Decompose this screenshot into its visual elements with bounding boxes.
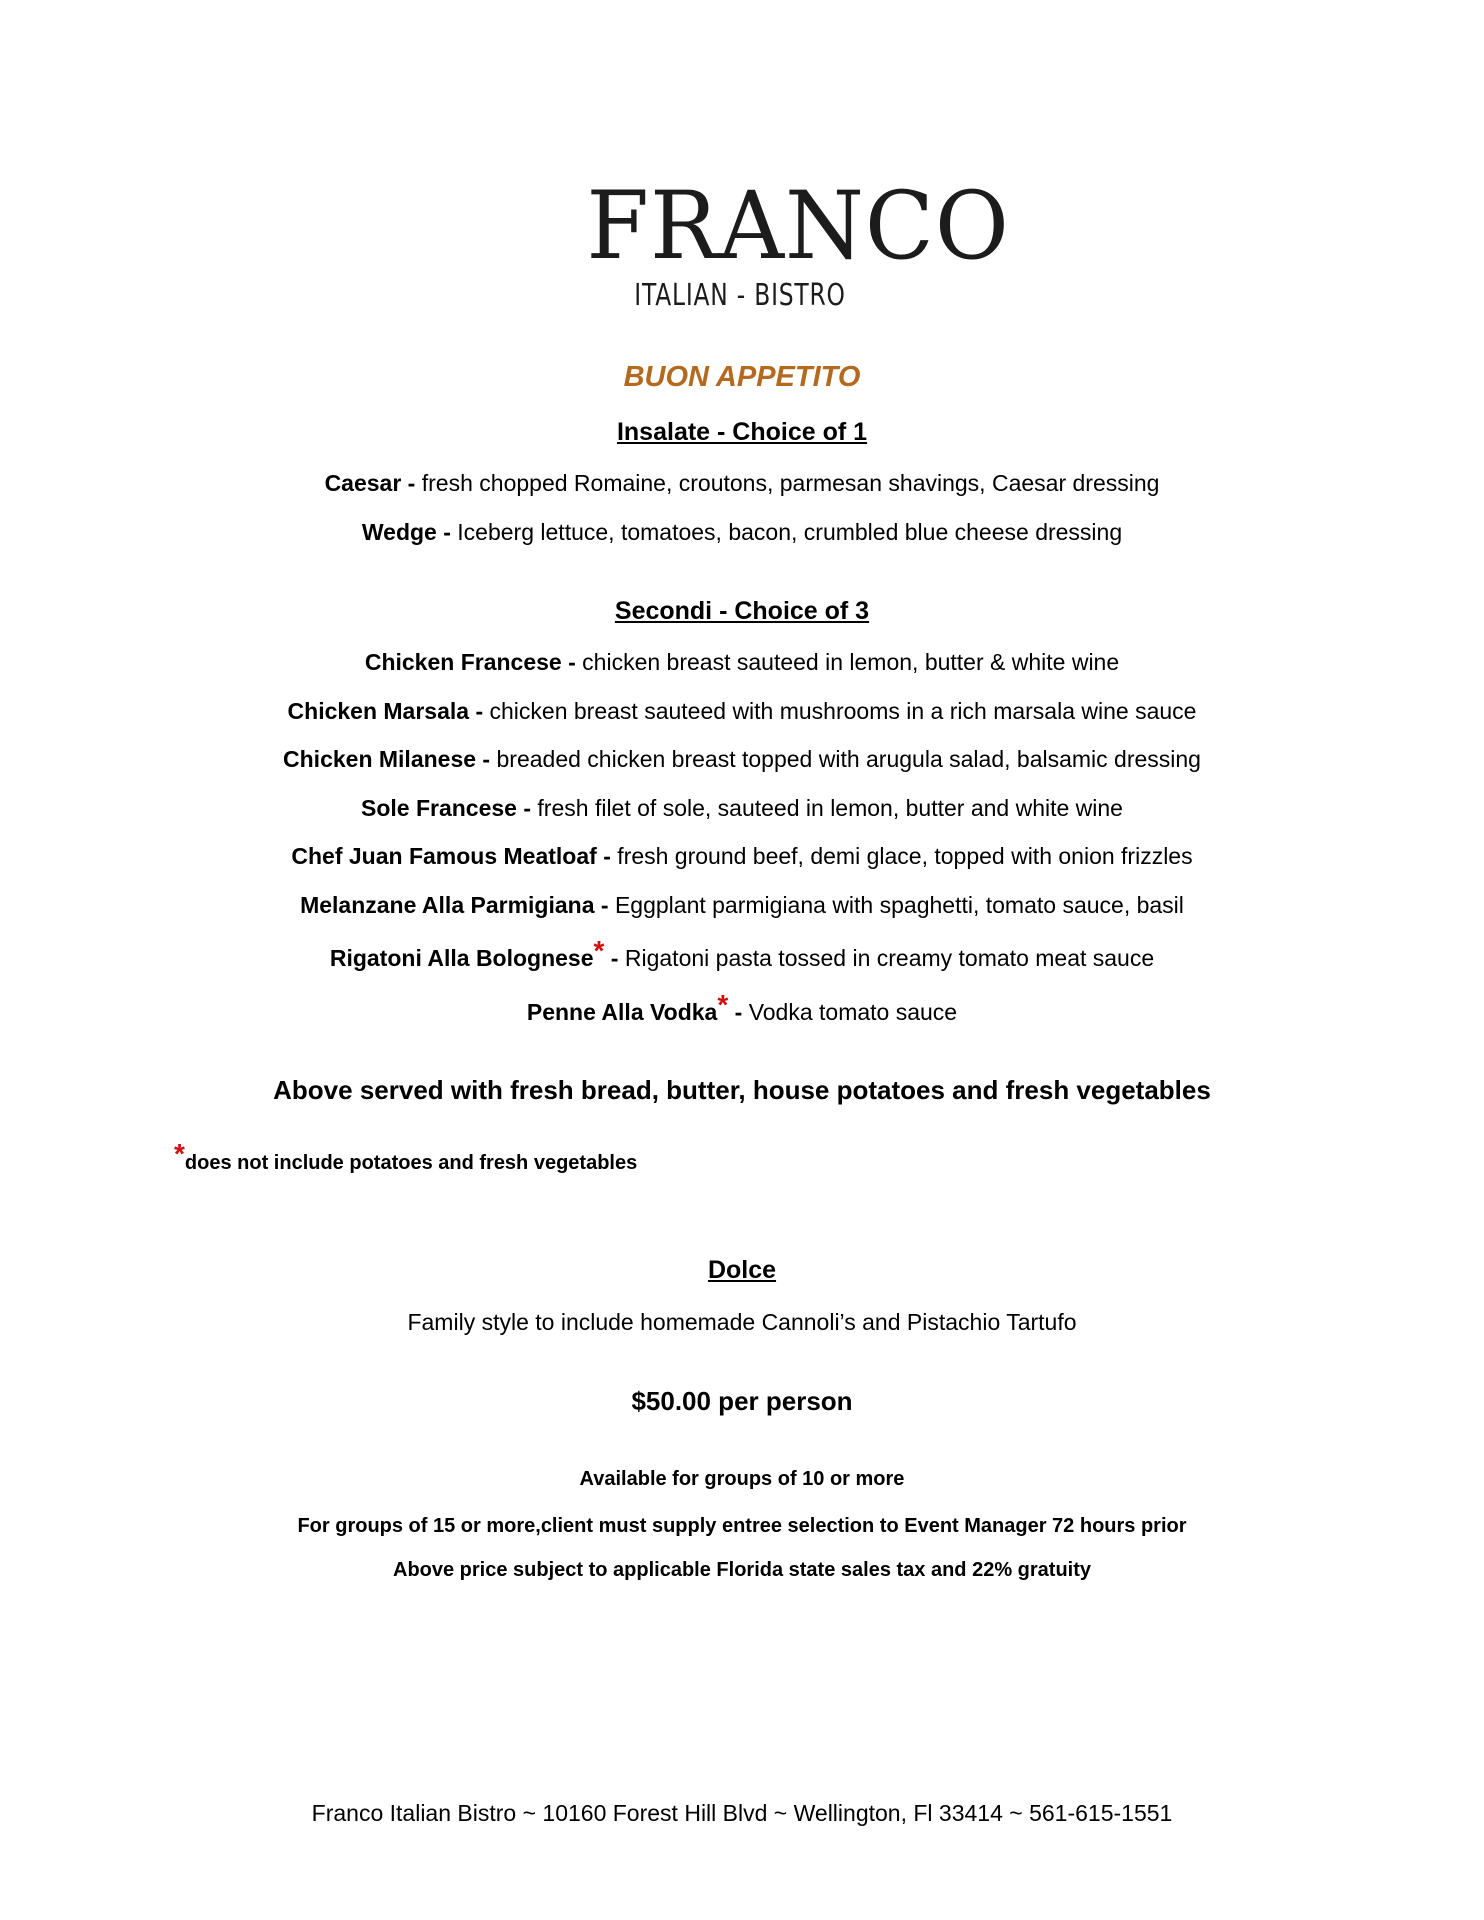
item-name: Chicken Francese [364, 649, 562, 675]
menu-item: Caesar - fresh chopped Romaine, croutons, parmesan shavings, Caesar dressing [324, 470, 1160, 496]
asterisk-icon: * [717, 989, 729, 1020]
secondi-heading: Secondi - Choice of 3 [614, 597, 870, 625]
item-description: Rigatoni pasta tossed in creamy tomato meat sauce [624, 945, 1155, 971]
item-name: Penne Alla Vodka [526, 999, 718, 1025]
item-description: breaded chicken breast topped with arugula salad, balsamic dressing [496, 746, 1201, 772]
item-name: Chicken Marsala [287, 698, 470, 724]
menu-item: Penne Alla Vodka* - Vodka tomato sauce [526, 989, 958, 1025]
condition-text: For groups of 15 or more,client must supply entree selection to Event Manager 72 hours prior [297, 1515, 1187, 1537]
dolce-description: Family style to include homemade Cannoli’s and Pistachio Tartufo [407, 1309, 1077, 1335]
asterisk-note-text: does not include potatoes and fresh vegetables [184, 1152, 638, 1174]
condition-text: Available for groups of 10 or more [579, 1468, 905, 1490]
insalate-heading: Insalate - Choice of 1 [616, 418, 868, 446]
asterisk-icon: * [174, 1138, 185, 1169]
dolce-heading: Dolce [707, 1256, 777, 1284]
served-with-note: Above served with fresh bread, butter, house potatoes and fresh vegetables [273, 1075, 1211, 1105]
item-description: chicken breast sauteed with mushrooms in a rich marsala wine sauce [489, 698, 1197, 724]
franco-logo [580, 172, 1010, 337]
item-description: fresh ground beef, demi glace, topped with onion frizzles [617, 843, 1193, 869]
menu-item: Rigatoni Alla Bolognese* - Rigatoni pasta tossed in creamy tomato meat sauce [329, 935, 1155, 971]
tagline: BUON APPETITO [623, 361, 861, 393]
logo-subtitle: ITALIAN - BISTRO [634, 278, 846, 313]
item-description: chicken breast sauteed in lemon, butter & white wine [582, 649, 1120, 675]
item-description: Iceberg lettuce, tomatoes, bacon, crumbled blue cheese dressing [457, 519, 1123, 545]
footer-address: Franco Italian Bistro ~ 10160 Forest Hill Blvd ~ Wellington, Fl 33414 ~ 561-615-1551 [311, 1800, 1173, 1826]
asterisk-note [174, 1138, 638, 1175]
asterisk-icon: * [593, 935, 605, 966]
menu-item: Melanzane Alla Parmigiana - Eggplant parmigiana with spaghetti, tomato sauce, basil [300, 892, 1184, 918]
item-description: fresh filet of sole, sauteed in lemon, butter and white wine [537, 795, 1123, 821]
logo-wordmark: FRANCO [586, 172, 1010, 281]
item-name: Melanzane Alla Parmigiana [300, 892, 595, 918]
item-name: Chicken Milanese [283, 746, 477, 772]
item-name: Sole Francese [361, 795, 517, 821]
item-name: Chef Juan Famous Meatloaf [291, 843, 597, 869]
item-name: Wedge [361, 519, 437, 545]
condition-text: Above price subject to applicable Florida state sales tax and 22% gratuity [393, 1559, 1091, 1581]
item-description: fresh chopped Romaine, croutons, parmesan shavings, Caesar dressing [421, 470, 1160, 496]
item-name: Rigatoni Alla Bolognese [329, 945, 594, 971]
menu-item: Chicken Milanese - breaded chicken breast topped with arugula salad, balsamic dressing [283, 746, 1201, 772]
price: $50.00 per person [631, 1386, 853, 1416]
item-description: Eggplant parmigiana with spaghetti, tomato sauce, basil [614, 892, 1184, 918]
item-name: Caesar [324, 470, 402, 496]
menu-item: Chef Juan Famous Meatloaf - fresh ground beef, demi glace, topped with onion frizzles [291, 843, 1193, 869]
menu-item: Chicken Marsala - chicken breast sauteed with mushrooms in a rich marsala wine sauce [287, 698, 1197, 724]
menu-item: Wedge - Iceberg lettuce, tomatoes, bacon, crumbled blue cheese dressing [361, 519, 1123, 545]
menu-item: Sole Francese - fresh filet of sole, sauteed in lemon, butter and white wine [361, 795, 1123, 821]
menu-item: Chicken Francese - chicken breast sauteed in lemon, butter & white wine [364, 649, 1120, 675]
item-description: Vodka tomato sauce [748, 999, 958, 1025]
